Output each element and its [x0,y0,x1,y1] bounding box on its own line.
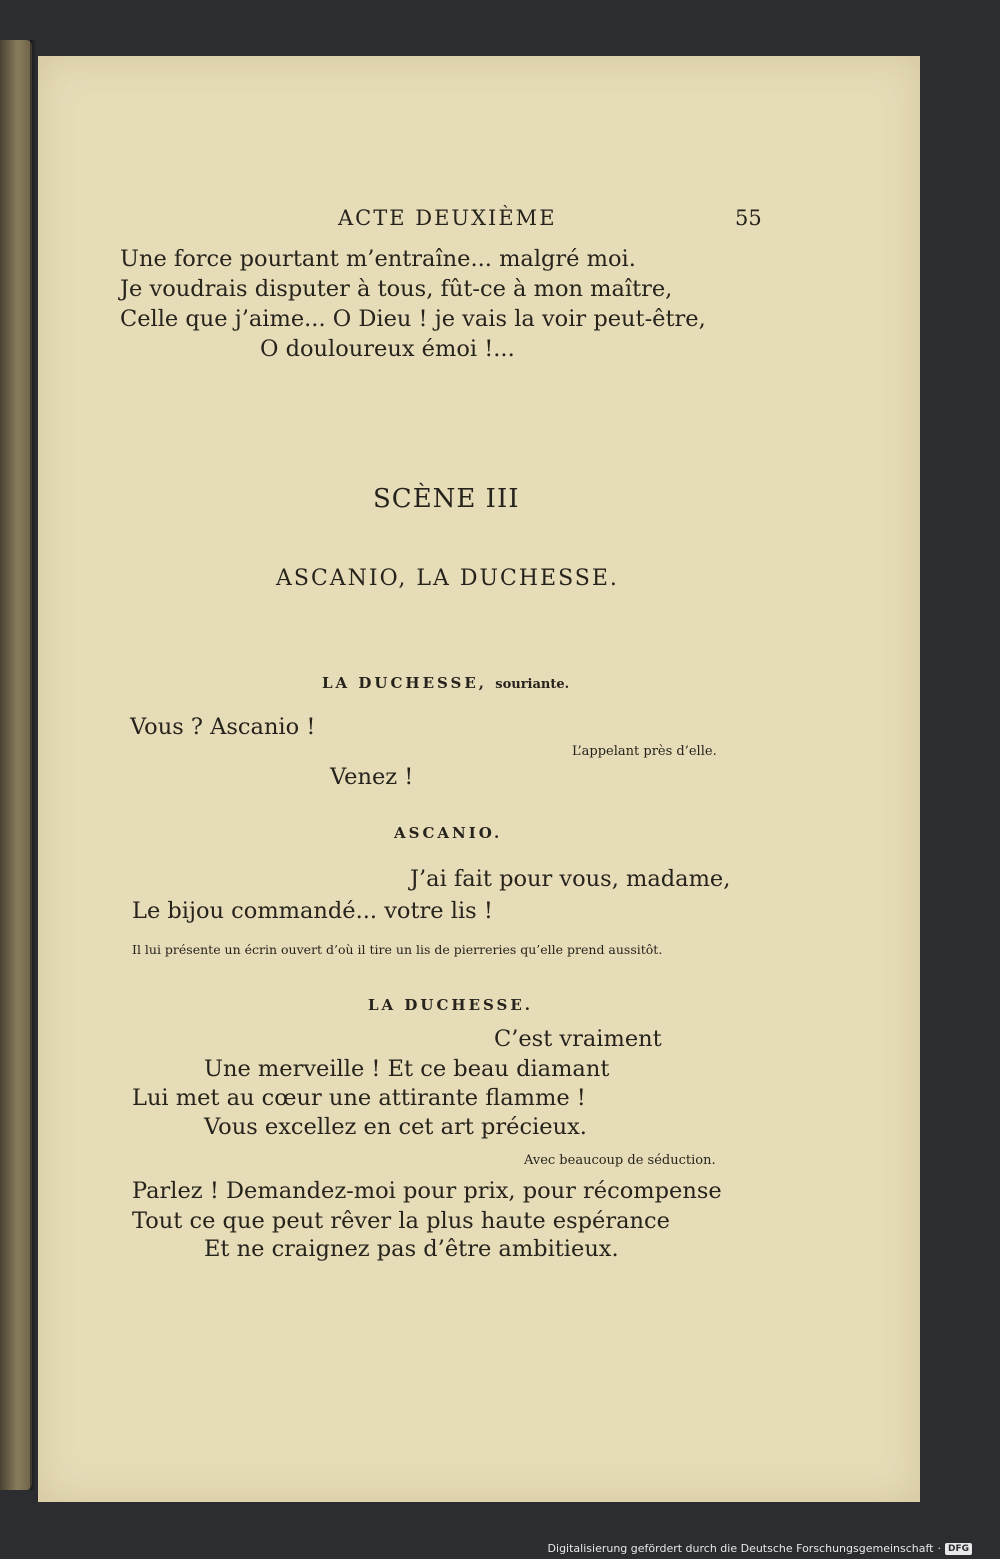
scene-title: SCÈNE III [373,484,520,514]
dialogue-line-5: C’est vraiment [494,1026,662,1052]
page-number: 55 [735,206,762,230]
stage-direction-2: Il lui présente un écrin ouvert d’où il tire un lis de pierreries qu’elle prend aussitôt. [132,942,663,957]
dialogue-line-8: Vous excellez en cet art précieux. [204,1114,587,1140]
speaker-name: LA DUCHESSE, [322,674,488,692]
verse-line-1: Une force pourtant m’entraîne... malgré moi. [120,246,636,272]
dialogue-line-9: Parlez ! Demandez-moi pour prix, pour récompense [132,1178,722,1204]
footer-credit: Digitalisierung gefördert durch die Deutsche Forschungsgemeinschaft [547,1542,934,1555]
stage-direction-1: L’appelant près d’elle. [572,744,717,759]
scene-cast: ASCANIO, LA DUCHESSE. [276,566,619,591]
digitization-footer [548,1542,972,1555]
book-page [38,56,920,1502]
dfg-logo-icon: DFG [945,1543,972,1555]
speaker-direction: souriante. [495,677,570,692]
dialogue-line-1: Vous ? Ascanio ! [130,714,316,740]
speaker-ascanio: ASCANIO. [394,824,503,842]
facing-page-edge [0,40,32,1490]
dialogue-line-10: Tout ce que peut rêver la plus haute espérance [132,1208,670,1234]
footer-separator: · [937,1542,941,1555]
verse-line-3: Celle que j’aime... O Dieu ! je vais la voir peut-être, [120,306,706,332]
spine-shadow [30,40,36,1490]
dialogue-line-2: Venez ! [330,764,414,790]
verse-line-2: Je voudrais disputer à tous, fût-ce à mon maître, [120,276,673,302]
dialogue-line-11: Et ne craignez pas d’être ambitieux. [204,1236,619,1262]
stage-direction-3: Avec beaucoup de séduction. [524,1153,716,1168]
speaker-duchesse-2: LA DUCHESSE. [368,996,534,1014]
dialogue-line-6: Une merveille ! Et ce beau diamant [204,1056,610,1082]
dialogue-line-4: Le bijou commandé... votre lis ! [132,898,493,924]
dialogue-line-3: J’ai fait pour vous, madame, [410,866,731,892]
dialogue-line-7: Lui met au cœur une attirante flamme ! [132,1085,586,1111]
speaker-duchesse-1 [322,674,569,692]
verse-line-4: O douloureux émoi !... [260,336,515,362]
running-title: ACTE DEUXIÈME [338,206,557,230]
